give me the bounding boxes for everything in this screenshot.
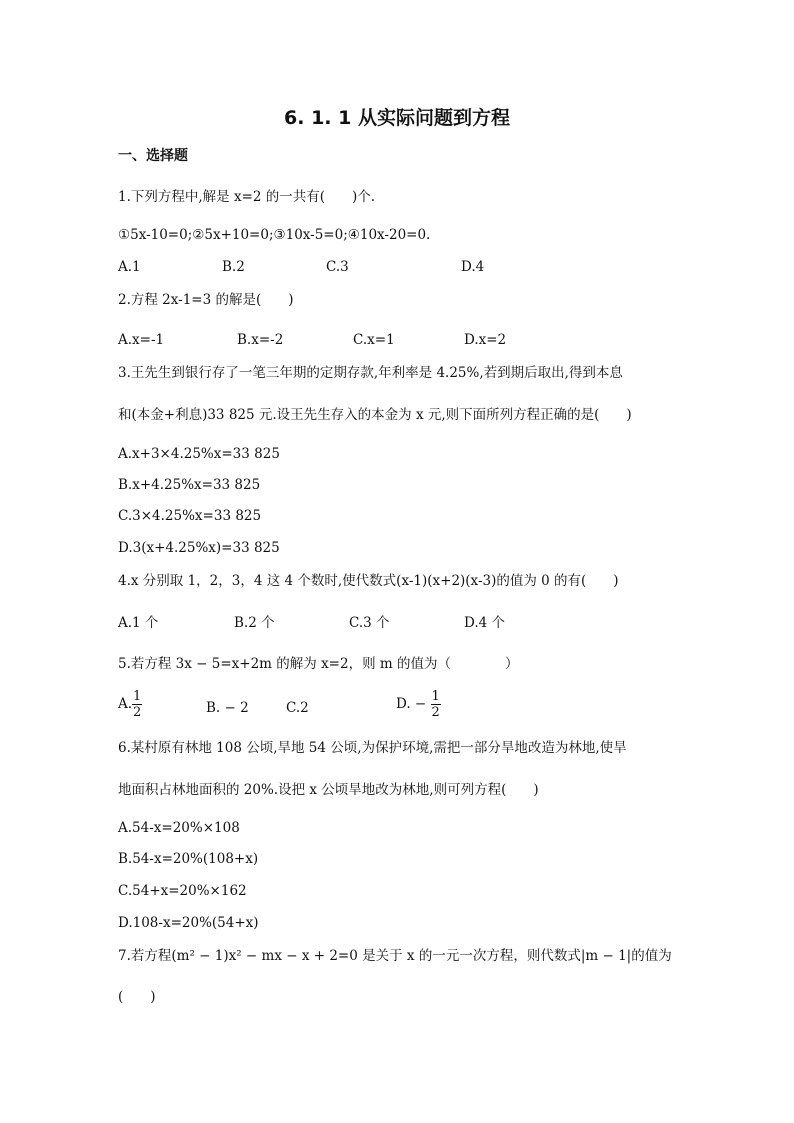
question-6-option-c: C.54+x=20%×162 bbox=[118, 883, 247, 899]
question-4-option-d: D.4 个 bbox=[464, 615, 506, 631]
fraction-denominator: 2 bbox=[431, 705, 440, 720]
question-1-option-d: D.4 bbox=[461, 259, 485, 275]
question-1-equations: ①5x-10=0;②5x+10=0;③10x-5=0;④10x-20=0. bbox=[118, 227, 431, 243]
question-2-option-a: A.x=-1 bbox=[118, 332, 165, 348]
question-5-option-b: B. − 2 bbox=[206, 700, 249, 716]
question-1-option-b: B.2 bbox=[222, 259, 245, 275]
question-3-stem-line-2: 和(本金+利息)33 825 元.设王先生存入的本金为 x 元,则下面所列方程正确的是( ) bbox=[118, 407, 632, 423]
question-3-option-a: A.x+3×4.25%x=33 825 bbox=[118, 446, 280, 462]
question-5-option-d-label: D. − bbox=[396, 696, 427, 712]
question-7-stem-line-1: 7.若方程(m² − 1)x² − mx − x + 2=0 是关于 x 的一元一次方程，则代数式|m − 1|的值为 bbox=[118, 948, 672, 964]
question-2-option-c: C.x=1 bbox=[353, 332, 395, 348]
question-3-option-c: C.3×4.25%x=33 825 bbox=[118, 508, 262, 524]
question-1-option-a: A.1 bbox=[118, 259, 141, 275]
question-5-option-a-label: A. bbox=[118, 696, 133, 712]
question-3-stem-line-1: 3.王先生到银行存了一笔三年期的定期存款,年利率是 4.25%,若到期后取出,得到本息 bbox=[118, 365, 623, 381]
question-6-option-d: D.108-x=20%(54+x) bbox=[118, 915, 259, 931]
question-2-option-d: D.x=2 bbox=[464, 332, 507, 348]
question-6-option-b: B.54-x=20%(108+x) bbox=[118, 851, 259, 867]
section-heading: 一、选择题 bbox=[118, 148, 188, 164]
question-1-stem: 1.下列方程中,解是 x=2 的一共有( )个. bbox=[118, 189, 376, 205]
question-4-stem: 4.x 分别取 1，2，3，4 这 4 个数时,使代数式(x-1)(x+2)(x-3)的值为 0 的有( ) bbox=[118, 573, 619, 589]
question-2-option-b: B.x=-2 bbox=[237, 332, 284, 348]
question-4-option-b: B.2 个 bbox=[234, 615, 275, 631]
fraction-numerator: 1 bbox=[133, 689, 142, 704]
question-1-option-c: C.3 bbox=[326, 259, 349, 275]
question-6-stem-line-1: 6.某村原有林地 108 公顷,旱地 54 公顷,为保护环境,需把一部分旱地改造为林地,使旱 bbox=[118, 740, 627, 756]
fraction-denominator: 2 bbox=[133, 705, 142, 720]
question-5-option-d bbox=[396, 689, 441, 720]
question-3-option-d: D.3(x+4.25%x)=33 825 bbox=[118, 540, 280, 556]
question-2-stem: 2.方程 2x-1=3 的解是( ) bbox=[118, 292, 294, 308]
question-6-stem-line-2: 地面积占林地面积的 20%.设把 x 公顷旱地改为林地,则可列方程( ) bbox=[118, 782, 539, 798]
fraction-one-half bbox=[431, 689, 441, 720]
question-4-option-c: C.3 个 bbox=[349, 615, 390, 631]
question-5-option-c: C.2 bbox=[286, 700, 309, 716]
fraction-numerator: 1 bbox=[431, 689, 440, 704]
question-6-option-a: A.54-x=20%×108 bbox=[118, 820, 240, 836]
question-3-option-b: B.x+4.25%x=33 825 bbox=[118, 477, 261, 493]
question-5-option-a bbox=[118, 689, 142, 720]
question-7-stem-line-2: ( ) bbox=[118, 989, 156, 1005]
question-4-option-a: A.1 个 bbox=[118, 615, 159, 631]
page-title: 6. 1. 1 从实际问题到方程 bbox=[284, 107, 510, 129]
fraction-one-half bbox=[132, 689, 142, 720]
question-5-stem: 5.若方程 3x − 5=x+2m 的解为 x=2，则 m 的值为（ ） bbox=[118, 656, 519, 672]
